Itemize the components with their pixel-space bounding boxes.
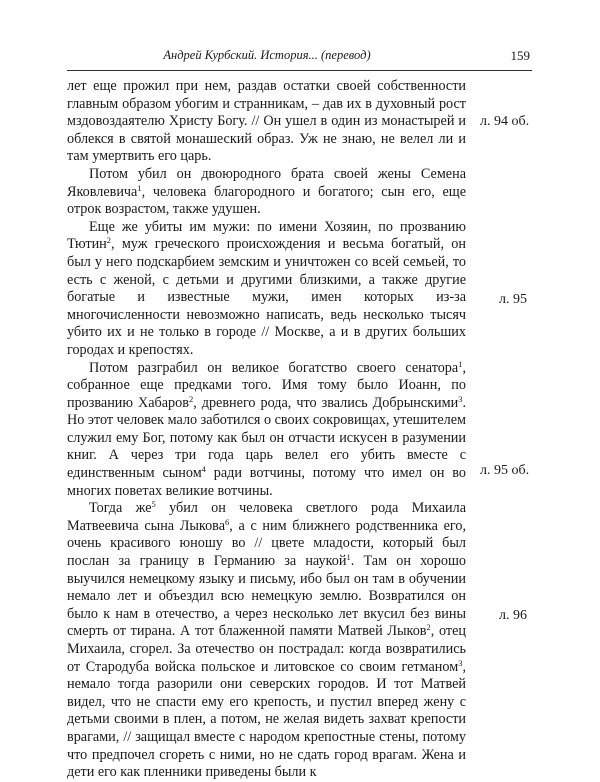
footnote-marker: 2 — [188, 393, 194, 404]
paragraph — [67, 360, 466, 501]
text-run: , муж греческого происхождения и весьма богатый, он был у него подскарбием земским и уничтожен со всей семьей, то есть с женой, с детьми и другими близкими, а также другие богатые и известные мужи, имен которых из-за многочисленности невозможно написать, ведь несколько тысяч убито их и не только в городе // Москве, а и в других больших городах и крепостях. — [67, 236, 466, 358]
text-run: Тогда же — [89, 500, 152, 517]
folio-reference: л. 95 об. — [480, 463, 530, 478]
footnote-marker: 3 — [458, 393, 463, 404]
footnote-marker: 1 — [458, 358, 463, 369]
text-run: , человека благородного и богатого; сын его, еще отрок возрастом, также удушен. — [67, 183, 466, 218]
text-run: убил он человека светлого рода Михаила Матвеевича сына Лыкова — [67, 500, 466, 534]
footnote-marker: 2 — [106, 235, 112, 246]
paragraph — [67, 78, 466, 166]
paragraph — [67, 500, 466, 782]
text-run: Потом разграбил он великое богатство своего сенатора — [89, 359, 459, 376]
footnote-marker: 3 — [458, 657, 463, 668]
running-header — [67, 46, 532, 66]
header-rule — [67, 70, 532, 71]
paragraph — [67, 219, 466, 360]
paragraph — [67, 166, 466, 219]
text-run: , немало тогда разорили они северских городов. И тот Матвей видел, что не спасти ему его крепость, и пустил вперед жену с детьми своими в плен, а потом, не желая видеть захват крепости врагами, // защищал вместе с народом крепостные стены, потому что предпочел сгореть с ними, но не сдать город врагам. Жена и дети его как пленники приведены были к — [67, 658, 466, 781]
folio-reference: л. 95 — [499, 292, 527, 307]
footnote-marker: 1 — [346, 552, 351, 563]
folio-reference: л. 94 об. — [480, 114, 530, 129]
text-run: , древнего рода, что звались Добрынскими — [193, 394, 459, 411]
text-run: лет еще прожил при нем, раздав остатки своей собственности главным образом убогим и странникам, – дав их в духовный рост мздовоздаятелю Христу Богу. // Он ушел в один из монастырей и облекся в святой монашеский образ. Уж не знаю, не велел ли и там умертвить его царь. — [67, 78, 466, 165]
footnote-marker: 5 — [151, 499, 156, 510]
text-run: Потом убил он двоюродного брата своей жены Семена Яковлевича — [67, 165, 466, 200]
page-number: 159 — [510, 48, 530, 63]
text-run: . Но этот человек мало заботился о своих сокровищах, утешителем служил ему Бог, потому как был он отчасти искусен в разумении книг. А через три года царь велел его убить вместе с единственным сыном — [67, 394, 466, 482]
footnote-marker: 2 — [426, 622, 431, 633]
text-run: , отец Михаила, сгорел. За отечество он пострадал: когда возвратились от Стародуба войска польское и литовское со своим гетманом — [67, 623, 467, 675]
text-run: ради вотчины, потому что имел он во многих поветах великие вотчины. — [67, 465, 466, 499]
text-run: . Там он хорошо выучился немецкому языку и письму, ибо был он там в обучении немало лет и объездил всю немецкую землю. Возвратился он было к нам в отечество, а через несколько лет вкусил без вины смерть от тирана. А тот блаженной памяти Матвей Лыков — [67, 553, 466, 640]
text-run: Еще же убиты им мужи: по имени Хозяин, по прозванию Тютин — [67, 218, 466, 253]
folio-reference: л. 96 — [499, 608, 527, 623]
text-run: , а с ним ближнего родственника его, очень красивого юношу во // цвете младости, который был послан за границу в Германию за наукой — [67, 517, 466, 570]
footnote-marker: 6 — [225, 516, 230, 527]
main-text — [67, 78, 466, 782]
running-title: Андрей Курбский. История... (перевод) — [163, 48, 371, 62]
footnote-marker: 1 — [137, 182, 142, 193]
footnote-marker: 4 — [201, 464, 206, 475]
text-run: , собранное еще предками того. Имя тому было Иоанн, по прозванию Хабаров — [67, 359, 466, 411]
